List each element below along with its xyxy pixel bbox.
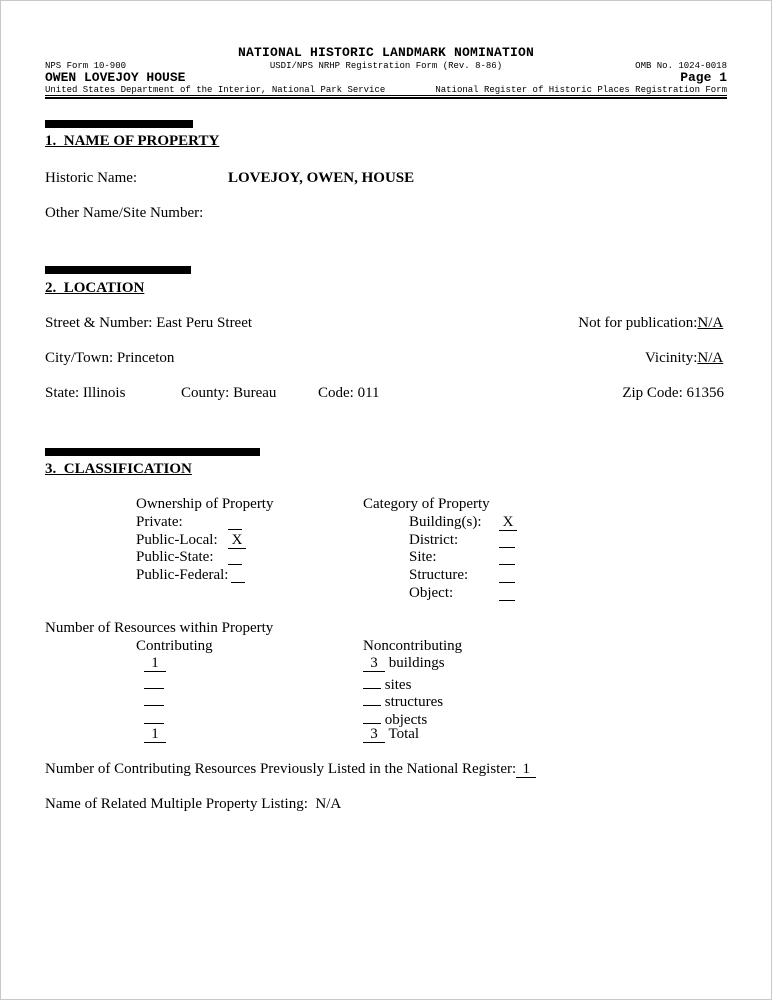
contributing-total-value: 1	[144, 727, 166, 743]
contributing-total	[144, 726, 166, 743]
category-structure-label: Structure:	[409, 567, 469, 583]
not-for-publication-value: N/A	[697, 315, 724, 331]
category-district-blank	[499, 532, 515, 548]
city-label: City/Town:	[45, 350, 114, 366]
ownership-public-local-mark	[228, 532, 246, 549]
section1-heading: 1. NAME OF PROPERTY	[45, 133, 220, 149]
city-row	[45, 350, 174, 367]
not-for-publication-label: Not for publication:	[578, 315, 698, 331]
property-name-header: OWEN LOVEJOY HOUSE	[45, 70, 186, 85]
noncontributing-structures-value	[363, 690, 381, 706]
header-rule-thin	[45, 95, 727, 96]
vicinity-value: N/A	[697, 350, 724, 366]
contributing-objects-value	[144, 708, 164, 724]
historic-name-value: LOVEJOY, OWEN, HOUSE	[228, 170, 415, 186]
resource-type-objects: objects	[384, 712, 428, 728]
section3-heading: 3. CLASSIFICATION	[45, 461, 192, 477]
code-value: 011	[357, 385, 380, 401]
noncontributing-buildings-value: 3	[363, 656, 385, 672]
code-row	[318, 385, 380, 402]
noncontributing-title: Noncontributing	[363, 638, 463, 654]
ownership-public-federal-label: Public-Federal:	[136, 567, 229, 583]
vicinity	[645, 350, 727, 367]
category-district-label: District:	[409, 532, 459, 548]
noncontributing-objects-value	[363, 708, 381, 724]
ownership-title: Ownership of Property	[136, 496, 274, 512]
category-building-label: Building(s):	[409, 514, 482, 530]
multiple-listing-label: Name of Related Multiple Property Listing:	[45, 796, 308, 812]
resource-type-structures: structures	[384, 694, 444, 710]
category-building-mark	[499, 514, 517, 531]
state-row	[45, 385, 125, 402]
zip-row	[622, 385, 724, 402]
street-value: East Peru Street	[156, 315, 253, 331]
previously-listed	[45, 761, 536, 778]
omb-number: OMB No. 1024-0018	[635, 61, 727, 71]
state-value: Illinois	[82, 385, 126, 401]
section2-heading: 2. LOCATION	[45, 280, 145, 296]
section2-bar	[45, 266, 191, 274]
street-label: Street & Number:	[45, 315, 153, 331]
contributing-title: Contributing	[136, 638, 213, 654]
not-for-publication	[578, 315, 727, 332]
previously-listed-value: 1	[516, 762, 536, 778]
other-name-label: Other Name/Site Number:	[45, 205, 204, 221]
register-name: National Register of Historic Places Registration Form	[435, 85, 727, 95]
zip-label: Zip Code:	[622, 385, 683, 401]
city-value: Princeton	[116, 350, 175, 366]
department-name: United States Department of the Interior, National Park Service	[45, 85, 386, 95]
section1-bar	[45, 120, 193, 128]
county-value: Bureau	[233, 385, 277, 401]
ownership-public-federal-mark	[231, 567, 245, 588]
section3-bar	[45, 448, 260, 456]
category-object-mark	[499, 585, 515, 606]
vicinity-label: Vicinity:	[644, 350, 698, 366]
ownership-private-label: Private:	[136, 514, 183, 530]
category-structure-blank	[499, 567, 515, 583]
resource-type-total: Total	[388, 726, 420, 742]
ownership-public-federal-blank	[231, 567, 245, 583]
category-building-blank: X	[499, 515, 517, 531]
contributing-structures-value	[144, 690, 164, 706]
multiple-listing	[45, 796, 341, 813]
noncontributing-total-value: 3	[363, 727, 385, 743]
contributing-buildings-value: 1	[144, 656, 166, 672]
previously-listed-label: Number of Contributing Resources Previously Listed in the National Register:	[45, 761, 517, 777]
header-rule-thick	[45, 97, 727, 99]
state-label: State:	[45, 385, 80, 401]
zip-value: 61356	[686, 385, 724, 401]
ownership-private-blank	[228, 514, 242, 530]
ownership-public-local-label: Public-Local:	[136, 532, 218, 548]
page-number: Page 1	[680, 70, 727, 85]
contributing-sites-value	[144, 673, 164, 689]
category-site-label: Site:	[409, 549, 437, 565]
resources-title: Number of Resources within Property	[45, 620, 274, 636]
form-number: NPS Form 10-900	[45, 61, 127, 71]
county-label: County:	[181, 385, 230, 401]
historic-name-label: Historic Name:	[45, 170, 138, 186]
noncontributing-total	[363, 726, 419, 743]
resource-type-sites: sites	[384, 677, 412, 693]
category-site-blank	[499, 549, 515, 565]
form-name: USDI/NPS NRHP Registration Form (Rev. 8-86)	[269, 61, 503, 71]
ownership-public-state-blank	[228, 549, 242, 565]
ownership-public-state-label: Public-State:	[136, 549, 214, 565]
category-object-label: Object:	[409, 585, 454, 601]
ownership-public-local-blank: X	[228, 533, 246, 549]
category-object-blank	[499, 585, 515, 601]
category-title: Category of Property	[363, 496, 490, 512]
resource-type-buildings: buildings	[388, 655, 445, 671]
county-row	[181, 385, 276, 402]
multiple-listing-value: N/A	[315, 796, 342, 812]
street-row	[45, 315, 252, 332]
noncontributing-buildings	[363, 655, 445, 672]
contributing-buildings	[144, 655, 166, 672]
noncontributing-sites-value	[363, 673, 381, 689]
code-label: Code:	[318, 385, 354, 401]
form-title: NATIONAL HISTORIC LANDMARK NOMINATION	[237, 45, 535, 60]
